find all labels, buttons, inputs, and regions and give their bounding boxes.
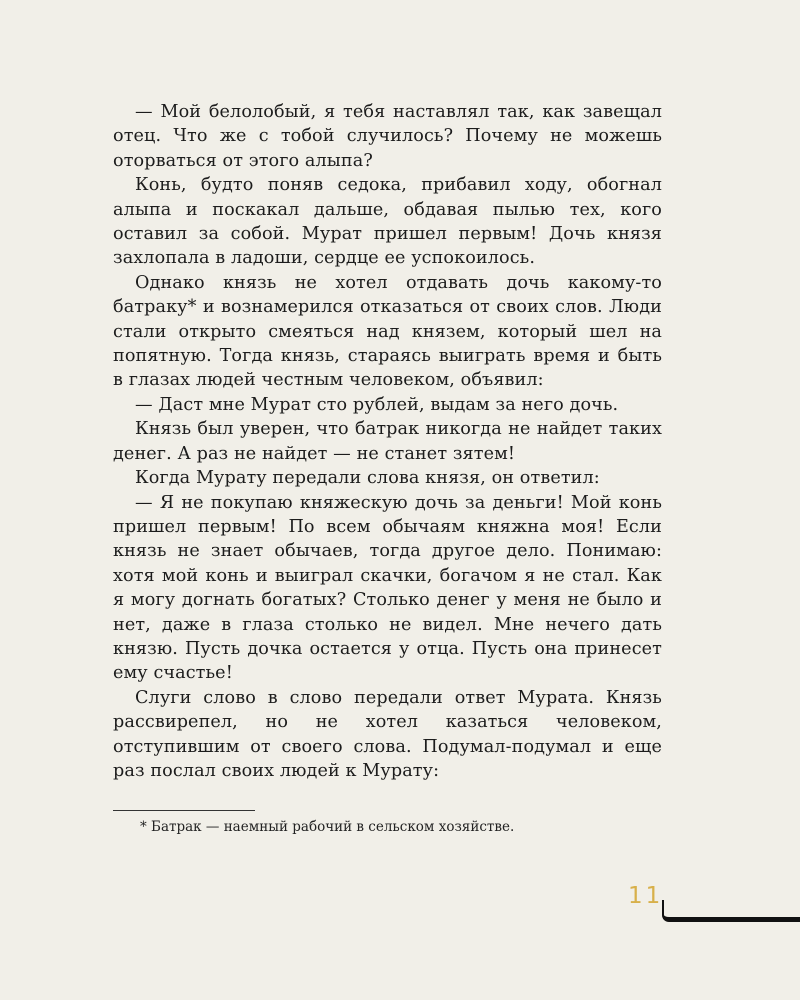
paragraph: Однако князь не хотел отдавать дочь какому-то батраку* и вознамерился отказаться от своих слов. Люди стали открыто смеяться над князем, который шел на попятную. Тогда князь, стараясь выиграть время и быть в глазах людей честным человеком, объявил: [113,272,662,391]
page-number: 11 [628,883,664,909]
page-corner-decoration [662,900,800,922]
paragraph: Князь был уверен, что батрак никогда не найдет таких денег. А раз не найдет — не станет зятем! [113,419,662,464]
paragraph: Слуги слово в слово передали ответ Мурата. Князь рассвирепел, но не хотел казаться человеком, отступившим от своего слова. Подумал-подумал и еще раз послал своих людей к Мурату: [113,687,662,781]
paragraph: — Я не покупаю княжескую дочь за деньги! Мой конь пришел первым! По всем обычаям княжна моя! Если князь не знает обычаев, тогда другое дело. Понимаю: хотя мой конь и выиграл скачки, богачом я не стал. Как я могу догнать богатых? Столько денег у меня не было и нет, даже в глаза столько не видел. Мне нечего дать князю. Пусть дочка остается у отца. Пусть она принесет ему счастье! [113,492,662,684]
footnote-divider [113,810,255,811]
paragraph: — Мой белолобый, я тебя наставлял так, как завещал отец. Что же с тобой случилось? Почему не можешь оторваться от этого алыпа? [113,102,662,171]
page-body-text [113,100,662,783]
footnote: * Батрак — наемный рабочий в сельском хозяйстве. [140,819,515,835]
paragraph: Когда Мурату передали слова князя, он ответил: [135,468,600,489]
paragraph: — Даст мне Мурат сто рублей, выдам за него дочь. [135,394,619,415]
paragraph: Конь, будто поняв седока, прибавил ходу, обогнал алыпа и поскакал дальше, обдавая пылью тех, кого оставил за собой. Мурат пришел первым! Дочь князя захлопала в ладоши, сердце ее успокоилось. [113,175,662,269]
